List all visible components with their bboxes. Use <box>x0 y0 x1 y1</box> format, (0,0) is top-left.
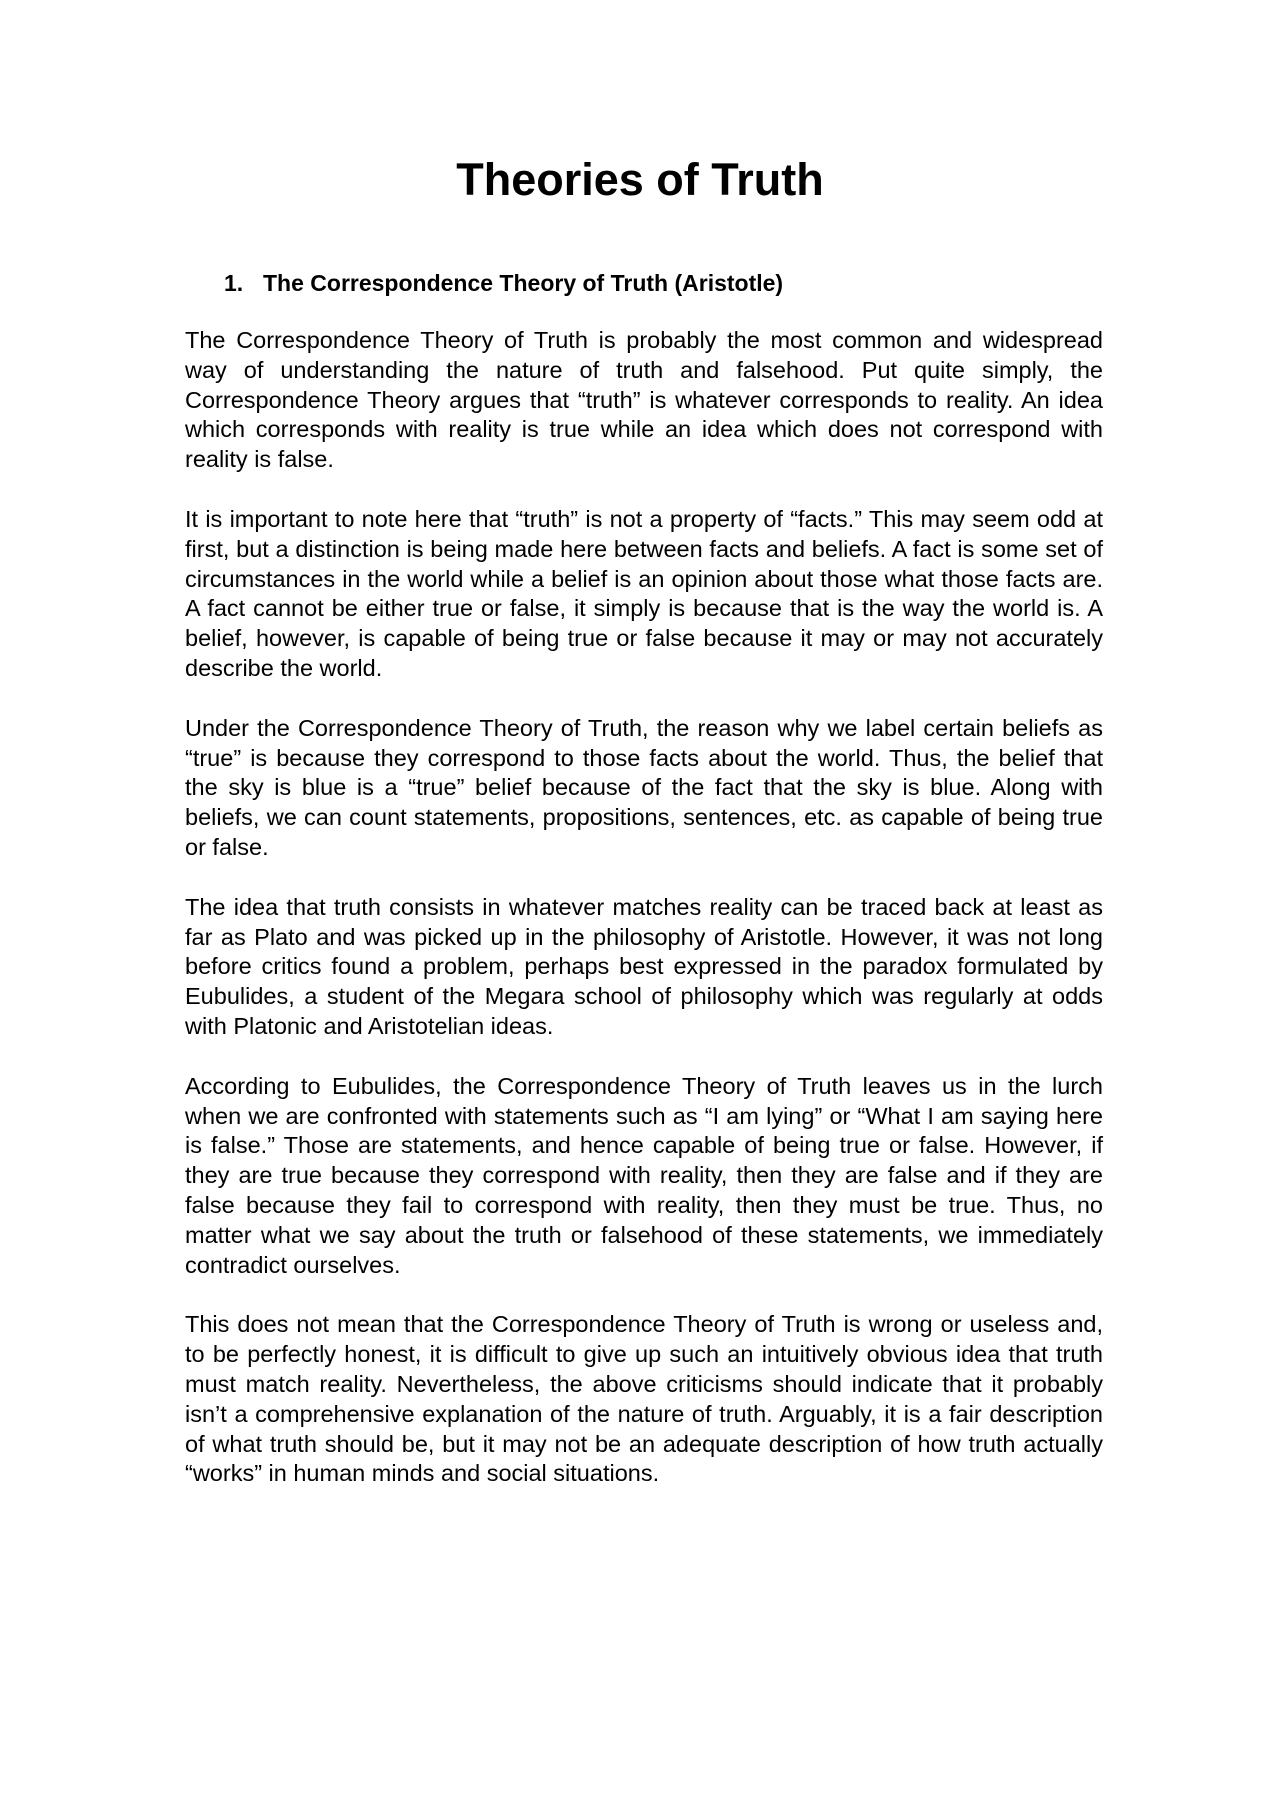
section-number: 1. <box>224 270 244 296</box>
paragraph-5: According to Eubulides, the Correspondence Theory of Truth leaves us in the lurch when we are confronted with statements such as “I am lying” or “What I am saying here is false.” Those are statements, and hence capable of being true or false. However, if they are true because they correspond with reality, then they are false and if they are false because they fail to correspond with reality, then they must be true. Thus, no matter what we say about the truth or falsehood of these statements, we immediately contradict ourselves. <box>185 1072 1103 1278</box>
paragraph-1: The Correspondence Theory of Truth is probably the most common and widespread way of understanding the nature of truth and falsehood. Put quite simply, the Correspondence Theory argues that “truth” is whatever corresponds to reality. An idea which corresponds with reality is true while an idea which does not correspond with reality is false. <box>185 327 1103 473</box>
paragraph-6: This does not mean that the Correspondence Theory of Truth is wrong or useless and, to be perfectly honest, it is difficult to give up such an intuitively obvious idea that truth must match reality. Nevertheless, the above criticisms should indicate that it probably isn’t a comprehensive explanation of the nature of truth. Arguably, it is a fair description of what truth should be, but it may not be an adequate description of how truth actually “works” in human minds and social situations. <box>185 1311 1103 1487</box>
section-heading <box>224 268 783 298</box>
page-title: Theories of Truth <box>456 154 824 205</box>
body-text <box>185 326 1103 1519</box>
section-heading-text: The Correspondence Theory of Truth (Aristotle) <box>263 270 784 296</box>
paragraph-2: It is important to note here that “truth” is not a property of “facts.” This may seem odd at first, but a distinction is being made here between facts and beliefs. A fact is some set of circumstances in the world while a belief is an opinion about those what those facts are. A fact cannot be either true or false, it simply is because that is the way the world is. A belief, however, is capable of being true or false because it may or may not accurately describe the world. <box>185 505 1103 681</box>
paragraph-4: The idea that truth consists in whatever matches reality can be traced back at least as far as Plato and was picked up in the philosophy of Aristotle. However, it was not long before critics found a problem, perhaps best expressed in the paradox formulated by Eubulides, a student of the Megara school of philosophy which was regularly at odds with Platonic and Aristotelian ideas. <box>185 893 1103 1039</box>
paragraph-3: Under the Correspondence Theory of Truth, the reason why we label certain beliefs as “true” is because they correspond to those facts about the world. Thus, the belief that the sky is blue is a “true” belief because of the fact that the sky is blue. Along with beliefs, we can count statements, propositions, sentences, etc. as capable of being true or false. <box>185 714 1103 860</box>
